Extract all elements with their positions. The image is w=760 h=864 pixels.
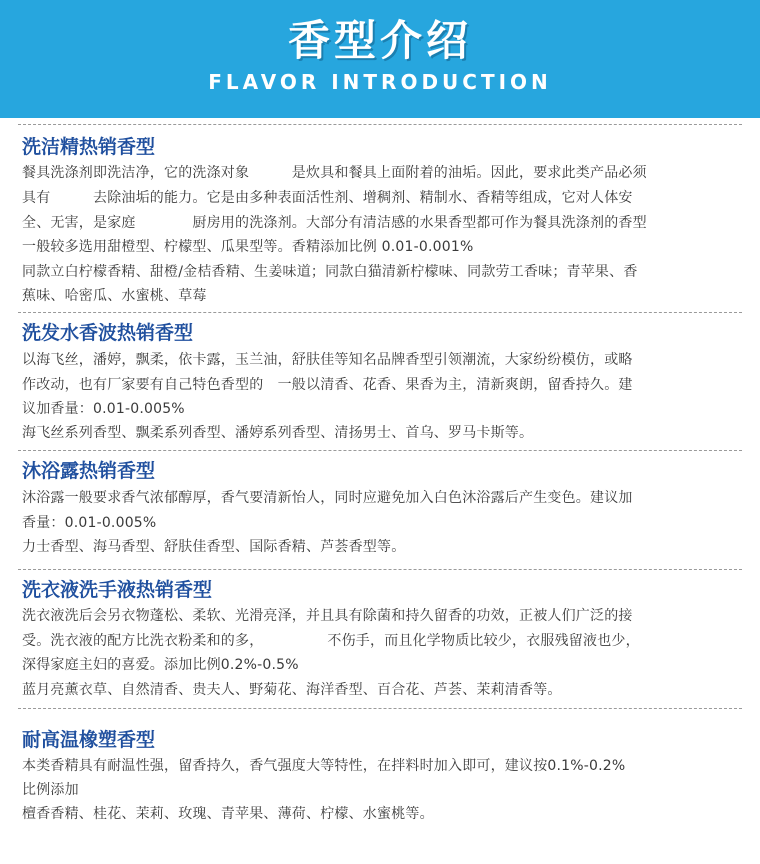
section-text-line: 一般较多选用甜橙型、柠檬型、瓜果型等。香精添加比例 0.01-0.001% [22,239,474,255]
section-text-line: 洗衣液洗后会另衣物蓬松、柔软、光滑亮泽，并且具有除菌和持久留香的功效，正被人们广泛的接 [22,608,633,624]
section-text-line: 全、无害，是家庭 厨房用的洗涤剂。大部分有清洁感的水果香型都可作为餐具洗涤剂的香型 [22,215,647,231]
header-banner [0,0,760,118]
section-divider [18,450,742,451]
page-subtitle: FLAVOR INTRODUCTION [208,70,552,94]
section-text-line: 受。洗衣液的配方比洗衣粉柔和的多， 不伤手，而且化学物质比较少，衣服残留液也少， [22,633,640,649]
section-text-line: 蓝月亮薰衣草、自然清香、贵夫人、野菊花、海洋香型、百合花、芦荟、茉莉清香等。 [22,682,562,698]
section-text-line: 深得家庭主妇的喜爱。添加比例0.2%-0.5% [22,657,299,673]
section-text-line: 沐浴露一般要求香气浓郁醇厚，香气要清新怡人，同时应避免加入白色沐浴露后产生变色。建议加 [22,490,633,506]
section-text-line: 以海飞丝，潘婷，飘柔，依卡露，玉兰油，舒肤佳等知名品牌香型引领潮流，大家纷纷模仿，或略 [22,352,633,368]
section-text-line: 议加香量：0.01-0.005% [22,401,185,417]
section-text-line: 餐具洗涤剂即洗洁净，它的洗涤对象 是炊具和餐具上面附着的油垢。因此，要求此类产品必须 [22,165,647,181]
section-text-line: 本类香精具有耐温性强，留香持久，香气强度大等特性，在拌料时加入即可，建议按0.1%-0.2% [22,758,626,774]
section-divider [18,569,742,570]
section-text-line: 檀香香精、桂花、茉莉、玫瑰、青苹果、薄荷、柠檬、水蜜桃等。 [22,806,434,822]
section-title-shampoo: 洗发水香波热销香型 [22,322,194,344]
section-divider [18,124,742,125]
section-title-dishwash: 洗洁精热销香型 [22,136,156,158]
section-text-line: 同款立白柠檬香精、甜橙/金桔香精、生姜味道；同款白猫清新柠檬味、同款劳工香味；青苹果、香 [22,264,638,280]
section-text-line: 比例添加 [22,782,79,798]
section-divider [18,312,742,313]
section-title-bodywash: 沐浴露热销香型 [22,460,156,482]
section-title-laundry: 洗衣液洗手液热销香型 [22,579,213,601]
section-text-line: 具有 去除油垢的能力。它是由多种表面活性剂、增稠剂、精制水、香精等组成，它对人体安 [22,190,633,206]
section-text-line: 力士香型、海马香型、舒肤佳香型、国际香精、芦荟香型等。 [22,539,406,555]
section-divider [18,708,742,709]
section-text-line: 海飞丝系列香型、飘柔系列香型、潘婷系列香型、清扬男士、首乌、罗马卡斯等。 [22,425,534,441]
section-text-line: 香量：0.01-0.005% [22,515,157,531]
page-title: 香型介绍 [287,16,472,65]
section-title-rubber: 耐高温橡塑香型 [22,729,156,751]
section-text-line: 作改动，也有厂家要有自己特色香型的 一般以清香、花香、果香为主，清新爽朗，留香持久。建 [22,377,633,393]
section-text-line: 蕉味、哈密瓜、水蜜桃、草莓 [22,288,207,304]
